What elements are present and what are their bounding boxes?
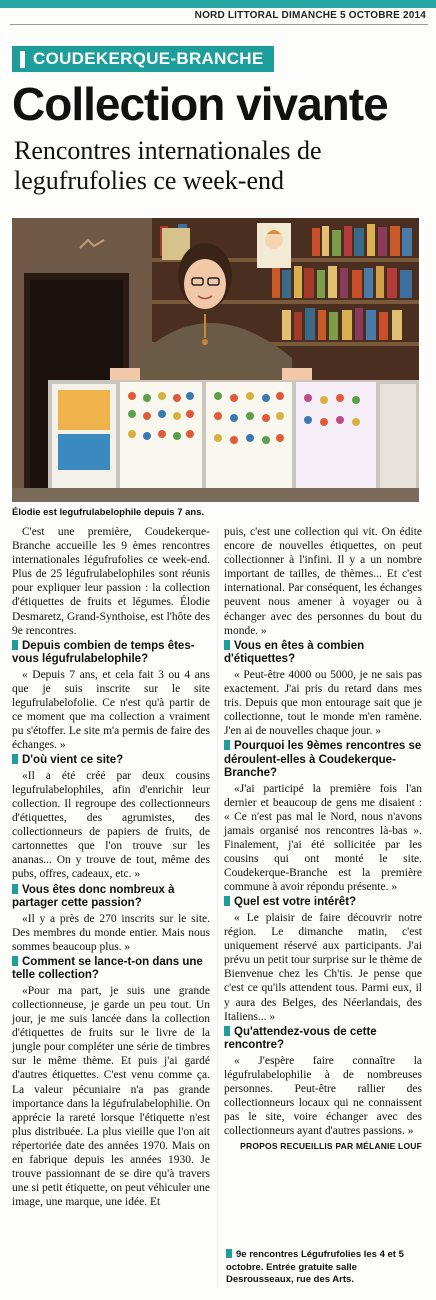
- question-square-icon: [224, 1026, 230, 1036]
- article-photo: [12, 218, 419, 502]
- question-text: Quel est votre intérêt?: [234, 896, 357, 909]
- answer: « Depuis 7 ans, et cela fait 3 ou 4 ans que je suis inscrite sur le site legufrulabelofolie. Ce n'est qu'à partir de ce moment que ma collection a vraiment pu s'étoffer. Le site m'a permis de faire des échanges. »: [12, 668, 210, 752]
- answer: « J'espère faire connaître la légufrulabelophilie à de nombreuses personnes. Peut-être rallier des collectionneurs locaux qui ne connaissent pas le site, voire échanger avec des collectionneurs ayant d'autres passions. »: [224, 1054, 422, 1138]
- question: [12, 640, 210, 667]
- answer: «Il a été créé par deux cousins legufrulabelophiles, afin d'enrichir leur collection. Il regroupe des collectionneurs d'étiquettes, des agrumistes, des collectionneurs de papiers de fruits, de cartonnettes que l'on trouve sur les ananas... On y trouve de tout, même des pubs, offres, cadeaux, etc. »: [12, 769, 210, 881]
- question: [224, 896, 422, 910]
- answer-part-2: puis, c'est une collection qui vit. On édite encore de nouvelles étiquettes, on peut collectionner à l'infini. Il y a un nombre important de tailles, de thèmes... Et c'est international. Par conséquent, les échanges peuvent nous amener à voyager ou à échanger avec des personnes du bout du monde. »: [224, 526, 422, 637]
- answer: «Il y a près de 270 inscrits sur le site. Des membres du monde entier. Mais nous sommes beaucoup plus. »: [12, 912, 210, 953]
- author-credit: PROPOS RECUEILLIS PAR MÉLANIE LOUF: [240, 1141, 422, 1152]
- question-square-icon: [224, 740, 230, 750]
- top-color-bar: [0, 0, 436, 8]
- question-text: Pourquoi les 9èmes rencontres se déroulent-elles à Coudekerque-Branche?: [224, 740, 422, 780]
- publication-name: NORD LITTORAL: [194, 10, 279, 21]
- section-bar-icon: [20, 51, 25, 68]
- answer: « Peut-être 4000 ou 5000, je ne sais pas exactement. J'ai pris du retard dans mes tris. Depuis que mon entourage sait que je collectionne, tout le monde m'en ramène. J'en ai de nouvelles chaque jour. »: [224, 668, 422, 738]
- answer: « Le plaisir de faire découvrir notre région. Le dimanche matin, c'est uniquement réservé aux participants. J'ai prévu un petit tour surprise sur le thème de Bienvenue chez les Ch'tis. Je pense que c'est ce qu'ils attendent tous. Parmi eux, il y aura des Belges, des Néerlandais, des Italiens... »: [224, 911, 422, 1023]
- question-square-icon: [12, 956, 18, 966]
- question: [224, 640, 422, 667]
- headline: Collection vivante: [12, 78, 388, 130]
- event-info-box: [226, 1249, 422, 1287]
- masthead: [195, 10, 426, 21]
- question-text: Vous êtes donc nombreux à partager cette passion?: [12, 883, 175, 910]
- section-label: COUDEKERQUE-BRANCHE: [33, 49, 264, 68]
- photo-caption: Élodie est legufrulabelophile depuis 7 ans.: [12, 507, 205, 518]
- answer-part-1: «Pour ma part, je suis une grande collectionneuse, je garde un peu tout. Un jour, je me suis lancée dans la collection d'étiquettes de fruits sur le livre de la jungle pour compléter une série de timbres sur le même thème. Et puis j'ai gardé d'autres étiquettes. C'est venu comme ça. La valeur pécuniaire n'a pas grande importance dans la légufrulabelophilie. On apprécie la rareté lorsque l'étiquette n'est plus distribuée. La plus vieille que l'on ait répertoriée date des années 1970. Mais on en fabrique depuis les années 1930. Je trouve passionnant de se dire qu'à travers une si petit étiquette, on peut véhiculer une image, une marque, une idée. Et: [12, 984, 210, 1209]
- question: [12, 884, 210, 911]
- intro-paragraph: C'est une première, Coudekerque-Branche accueille les 9 èmes rencontres internationales légufrufolies ce week-end. Plus de 25 légufrulabelophiles sont réunis pour expliquer leur passion : la collection d'étiquettes de fruits et légumes. Élodie Desmaretz, Grand-Synthoise, est l'hôte des 9e rencontres.: [12, 526, 210, 637]
- question-text: D'où vient ce site?: [22, 754, 124, 767]
- question-square-icon: [224, 640, 230, 650]
- column-separator: [217, 528, 218, 1288]
- question-square-icon: [12, 640, 18, 650]
- answer: «J'ai participé la première fois l'an dernier et beaucoup de gens me disaient : « Ce n'est pas mal le Nord, nous n'avons jamais organisé nos rencontres là-bas ». Finalement, j'ai été sollicitée par les cousins qui ont monté le site. Coudekerque-Branche est la première commune à avoir répondu présente. »: [224, 782, 422, 894]
- event-info-text: 9e rencontres Légufrufolies les 4 et 5 octobre. Entrée gratuite salle Desrousseaux, rue des Arts.: [226, 1249, 404, 1285]
- subheadline: Rencontres internationales de legufrufolies ce week-end: [14, 136, 322, 195]
- question-square-icon: [12, 754, 18, 764]
- info-square-icon: [226, 1249, 232, 1258]
- question: [12, 956, 210, 983]
- question-square-icon: [224, 896, 230, 906]
- photo-illustration: [12, 218, 419, 502]
- question: [12, 754, 210, 768]
- question-square-icon: [12, 884, 18, 894]
- question-text: Qu'attendez-vous de cette rencontre?: [224, 1025, 377, 1052]
- question: [224, 1026, 422, 1053]
- article-column-2: [224, 525, 422, 1151]
- question: [224, 740, 422, 781]
- question-text: Depuis combien de temps êtes-vous légufrulabelophile?: [12, 639, 195, 666]
- masthead-rule: [10, 24, 428, 25]
- question-text: Vous en êtes à combien d'étiquettes?: [224, 639, 365, 666]
- question-text: Comment se lance-t-on dans une telle collection?: [12, 955, 203, 982]
- article-column-1: [12, 525, 210, 1210]
- publication-date: DIMANCHE 5 OCTOBRE 2014: [281, 10, 426, 21]
- section-tag: [12, 46, 274, 72]
